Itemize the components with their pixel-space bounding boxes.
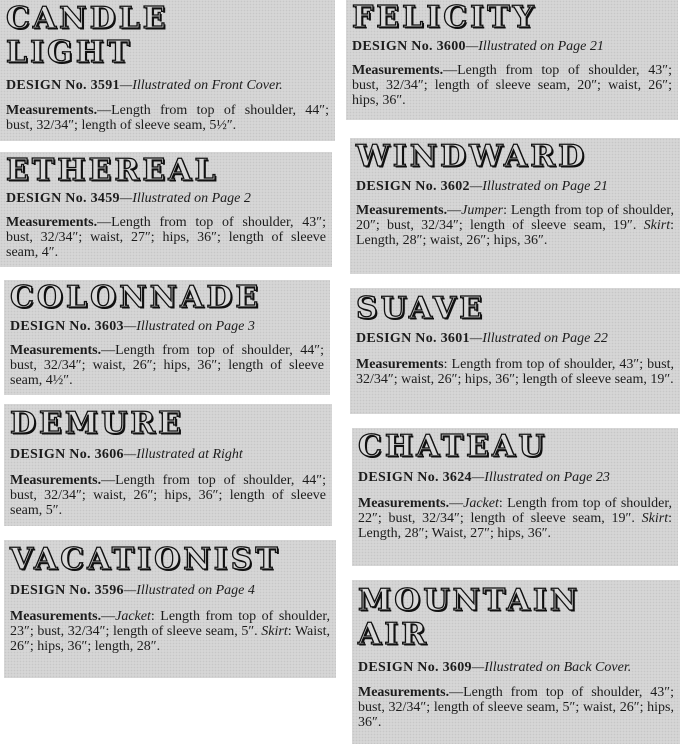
card-title: COLONNADE — [10, 280, 262, 315]
card-title: FELICITY — [352, 0, 537, 35]
card-title: CANDLE LIGHT — [6, 1, 169, 70]
measurements: Measurements: Length from top of shoulder, 43″; bust, 32/34″; waist, 26″; hips, 36″; length of sleeve seam, 19″. — [356, 357, 674, 387]
card-title: WINDWARD — [356, 139, 588, 174]
card-demure — [4, 404, 332, 526]
card-felicity — [346, 0, 678, 120]
card-title: DEMURE — [10, 406, 185, 441]
card-vacationist — [4, 540, 336, 678]
measurements: Measurements.—Length from top of shoulder, 44″; bust, 32/34″; waist, 26″; hips, 36″; length of sleeve seam, 4½″. — [10, 343, 324, 388]
design-number: DESIGN No. 3602—Illustrated on Page 21 — [356, 179, 608, 194]
card-title: SUAVE — [356, 291, 486, 326]
measurements: Measurements.—Length from top of shoulder, 43″; bust, 32/34″; waist, 27″; hips, 36″; length of sleeve seam, 4″. — [6, 215, 326, 260]
card-title: ETHEREAL — [6, 153, 219, 188]
design-number: DESIGN No. 3603—Illustrated on Page 3 — [10, 319, 255, 334]
design-number: DESIGN No. 3609—Illustrated on Back Cover. — [358, 660, 632, 675]
measurements: Measurements.—Length from top of shoulder, 44″; bust, 32/34″; waist, 26″; hips, 36″; length of sleeve seam, 5″. — [10, 473, 326, 518]
card-title: MOUNTAIN AIR — [358, 583, 581, 652]
card-ethereal — [0, 152, 332, 267]
measurements: Measurements.—Length from top of shoulder, 44″; bust, 32/34″; length of sleeve seam, 5½″. — [6, 103, 329, 133]
card-windward — [350, 138, 680, 274]
measurements: Measurements.—Jacket: Length from top of shoulder, 23″; bust, 32/34″; length of sleeve seam, 5″. Skirt: Waist, 26″; hips, 36″; length, 28″. — [10, 609, 330, 654]
measurements: Measurements.—Jumper: Length from top of shoulder, 20″; bust, 32/34″; length of sleeve seam, 19″. Skirt: Length, 28″; waist, 26″; hips, 36″. — [356, 203, 674, 248]
card-suave — [350, 288, 680, 414]
design-number: DESIGN No. 3591—Illustrated on Front Cover. — [6, 78, 283, 93]
card-candle-light — [0, 0, 335, 141]
design-number: DESIGN No. 3596—Illustrated on Page 4 — [10, 583, 255, 598]
measurements: Measurements.—Jacket: Length from top of shoulder, 22″; bust, 32/34″; length of sleeve seam, 19″. Skirt: Length, 28″; Waist, 27″; hips, 36″. — [358, 496, 672, 541]
card-title: VACATIONIST — [10, 542, 281, 577]
design-number: DESIGN No. 3459—Illustrated on Page 2 — [6, 191, 251, 206]
design-number: DESIGN No. 3601—Illustrated on Page 22 — [356, 331, 608, 346]
card-chateau — [352, 428, 678, 566]
card-title: CHATEAU — [358, 429, 548, 464]
design-number: DESIGN No. 3624—Illustrated on Page 23 — [358, 470, 610, 485]
measurements: Measurements.—Length from top of shoulder, 43″; bust, 32/34″; length of sleeve seam, 20″; waist, 26″; hips, 36″. — [352, 63, 672, 108]
card-mountain-air — [352, 580, 680, 744]
measurements: Measurements.—Length from top of shoulder, 43″; bust, 32/34″; length of sleeve seam, 5″; waist, 26″; hips, 36″. — [358, 685, 674, 730]
design-number: DESIGN No. 3606—Illustrated at Right — [10, 447, 243, 462]
design-number: DESIGN No. 3600—Illustrated on Page 21 — [352, 39, 604, 54]
card-colonnade — [4, 280, 330, 395]
